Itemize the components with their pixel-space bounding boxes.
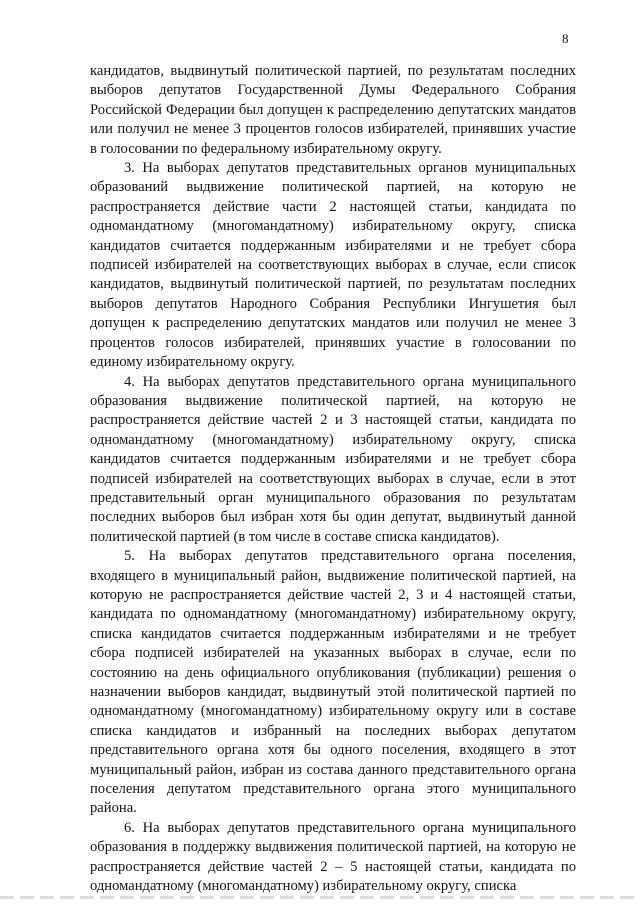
paragraph-3: 3. На выборах депутатов представительных органов муниципальных образований выдвижение политической партией, на которую не распространяется действие части 2 настоящей статьи, кандидата по одномандатному (многомандатному) избирательному округу, списка кандидатов считается поддержанным избирателями и не требует сбора подписей избирателей на соответствующих выборах в случае, если список кандидатов, выдвинутый политической партией, по результатам последних выборов депутатов Народного Собрания Республики Ингушетия был допущен к распределению депутатских мандатов или получил не менее 3 процентов голосов избирателей, принявших участие в голосовании по единому избирательному округу. [90, 160, 576, 371]
scan-bottom-edge [0, 896, 640, 899]
document-body [90, 62, 576, 896]
paragraph-5: 5. На выборах депутатов представительного органа поселения, входящего в муниципальный район, выдвижение политической партией, на которую не распространяется действие частей 2, 3 и 4 настоящей статьи, кандидата по одномандатному (многомандатному) избирательному округу, списка кандидатов считается поддержанным избирателями и не требует сбора подписей избирателей на указанных выборах в случае, если по состоянию на день официального опубликования (публикации) решения о назначении выборов кандидат, выдвинутый этой политической партией по одномандатному (многомандатному) избирательному округу или в составе списка кандидатов и избранный на последних выборах депутатом представительного органа хотя бы одного поселения, входящего в этот муниципальный район, избран из состава данного представительного органа поселения депутатом представительного органа этого муниципального района. [90, 548, 576, 817]
paragraph-continuation: кандидатов, выдвинутый политической партией, по результатам последних выборов депутатов Государственной Думы Федерального Собрания Российской Федерации был допущен к распределению депутатских мандатов или получил не менее 3 процентов голосов избирателей, принявших участие в голосовании по федеральному избирательному округу. [90, 63, 576, 157]
page-number: 8 [562, 31, 569, 46]
paragraph-4: 4. На выборах депутатов представительного органа муниципального образования выдвижение политической партией, на которую не распространяется действие частей 2 и 3 настоящей статьи, кандидата по одномандатному (многомандатному) избирательному округу, списка кандидатов считается поддержанным избирателями и не требует сбора подписей избирателей на соответствующих выборах в случае, если в этот представительный орган муниципального образования по результатам последних выборов был избран хотя бы один депутат, выдвинутый данной политической партией (в том числе в составе списка кандидатов). [90, 373, 576, 545]
paragraph-6: 6. На выборах депутатов представительного органа муниципального образования в поддержку выдвижения политической партией, на которую не распространяется действие частей 2 – 5 настоящей статьи, кандидата по одномандатному (многомандатному) избирательному округу, списка [90, 819, 576, 895]
